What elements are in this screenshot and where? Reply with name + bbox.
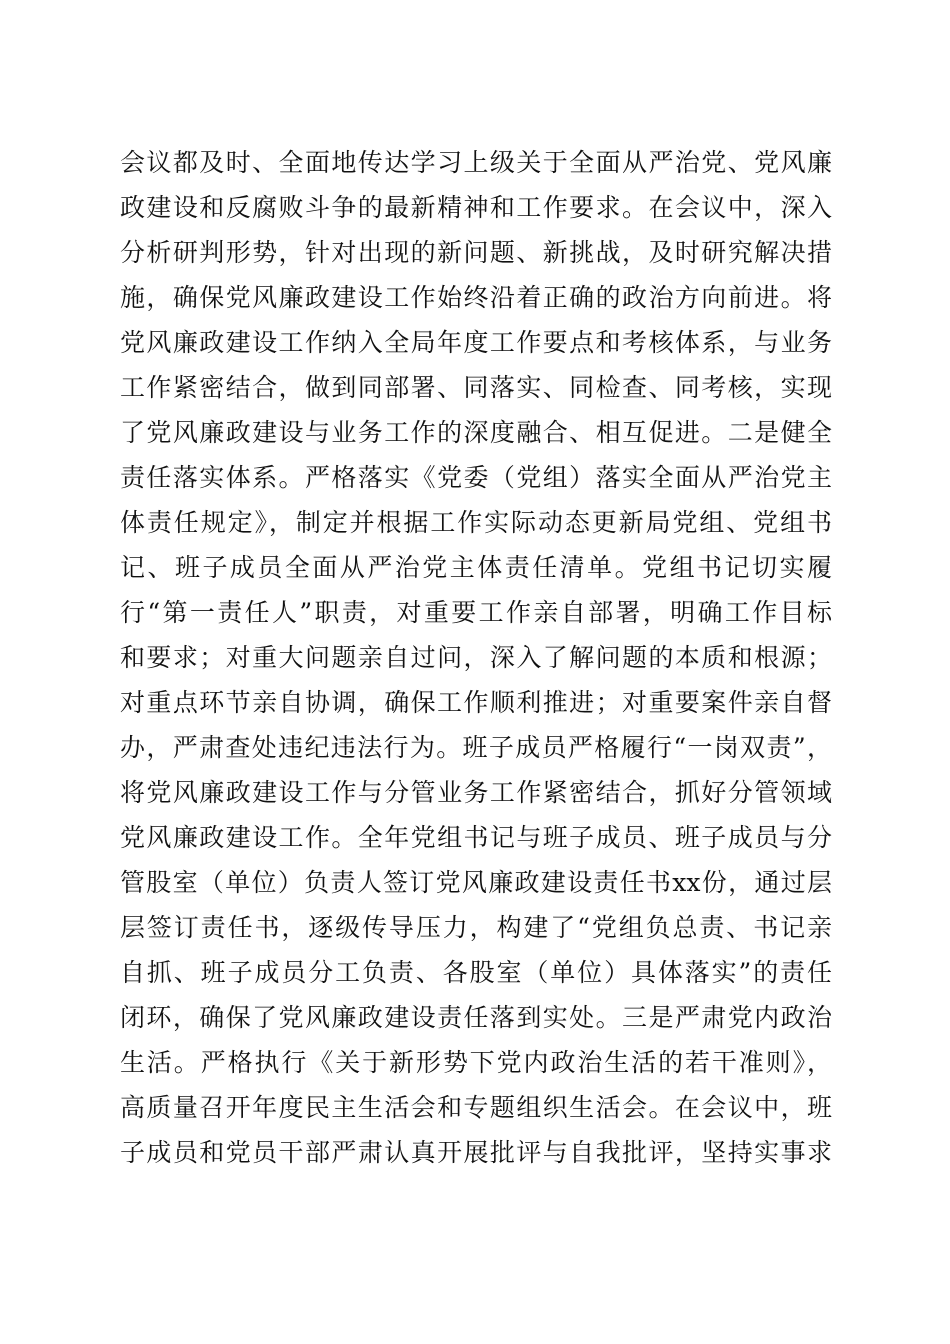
- text-line: 管股室（单位）负责人签订党风廉政建设责任书xx份，通过层: [120, 868, 832, 897]
- text-line: 生活。严格执行《关于新形势下党内政治生活的若干准则》，: [120, 1048, 832, 1077]
- text-line: 对重点环节亲自协调，确保工作顺利推进；对重要案件亲自督: [120, 688, 832, 717]
- text-line: 施，确保党风廉政建设工作始终沿着正确的政治方向前进。将: [120, 283, 832, 312]
- text-line: 工作紧密结合，做到同部署、同落实、同检查、同考核，实现: [120, 373, 832, 402]
- text-line: 自抓、班子成员分工负责、各股室（单位）具体落实”的责任: [120, 958, 832, 987]
- text-line: 高质量召开年度民主生活会和专题组织生活会。在会议中，班: [120, 1093, 832, 1122]
- text-line: 政建设和反腐败斗争的最新精神和工作要求。在会议中，深入: [120, 193, 832, 222]
- text-line: 分析研判形势，针对出现的新问题、新挑战，及时研究解决措: [120, 238, 832, 267]
- text-line: 层签订责任书，逐级传导压力，构建了“党组负总责、书记亲: [120, 913, 832, 942]
- text-line: 将党风廉政建设工作与分管业务工作紧密结合，抓好分管领域: [120, 778, 832, 807]
- text-line: 党风廉政建设工作。全年党组书记与班子成员、班子成员与分: [120, 823, 832, 852]
- text-line: 党风廉政建设工作纳入全局年度工作要点和考核体系，与业务: [120, 328, 832, 357]
- body-text: [120, 140, 832, 1175]
- text-line: 了党风廉政建设与业务工作的深度融合、相互促进。二是健全: [120, 418, 832, 447]
- text-line: 行“第一责任人”职责，对重要工作亲自部署，明确工作目标: [120, 598, 832, 627]
- text-line: 子成员和党员干部严肃认真开展批评与自我批评，坚持实事求: [120, 1138, 832, 1167]
- text-line: 闭环，确保了党风廉政建设责任落到实处。三是严肃党内政治: [120, 1003, 832, 1032]
- text-line: 记、班子成员全面从严治党主体责任清单。党组书记切实履: [120, 553, 832, 582]
- text-line: 体责任规定》，制定并根据工作实际动态更新局党组、党组书: [120, 508, 832, 537]
- text-line: 办，严肃查处违纪违法行为。班子成员严格履行“一岗双责”，: [120, 733, 832, 762]
- text-line: 责任落实体系。严格落实《党委（党组）落实全面从严治党主: [120, 463, 832, 492]
- text-line: 会议都及时、全面地传达学习上级关于全面从严治党、党风廉: [120, 148, 832, 177]
- text-line: 和要求；对重大问题亲自过问，深入了解问题的本质和根源；: [120, 643, 832, 672]
